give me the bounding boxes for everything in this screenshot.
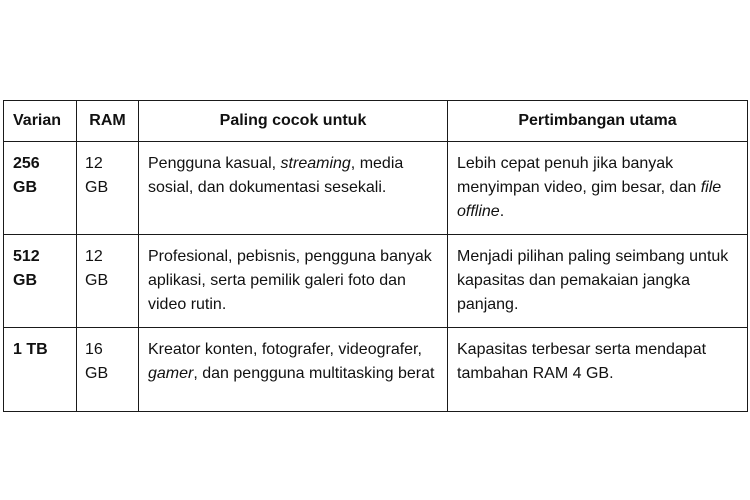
cocok-text: , media sosial, dan dokumentasi sesekali. bbox=[148, 155, 404, 196]
ram-cell bbox=[77, 142, 139, 235]
header-paling-cocok: Paling cocok untuk bbox=[139, 101, 448, 142]
table-header-row bbox=[4, 101, 748, 142]
cocok-text: , dan pengguna multitasking berat bbox=[193, 365, 435, 382]
pertimbangan-text: Menjadi pilihan paling seimbang untuk kapasitas dan pemakaian jangka panjang. bbox=[457, 248, 729, 313]
table-row bbox=[4, 328, 748, 412]
ram-value: 16 bbox=[85, 341, 103, 358]
varian-unit: GB bbox=[13, 272, 37, 289]
varian-value: 256 bbox=[13, 155, 40, 172]
ram-value: 12 bbox=[85, 155, 103, 172]
cocok-text: Kreator konten, fotografer, videografer, bbox=[148, 341, 422, 358]
cocok-text-italic: streaming bbox=[280, 155, 351, 172]
header-pertimbangan: Pertimbangan utama bbox=[448, 101, 748, 142]
varian-cell bbox=[4, 235, 77, 328]
varian-cell bbox=[4, 328, 77, 412]
ram-cell bbox=[77, 328, 139, 412]
pertimbangan-text: Lebih cepat penuh jika banyak menyimpan video, gim besar, dan bbox=[457, 155, 701, 196]
storage-variant-table bbox=[3, 100, 748, 412]
cocok-cell bbox=[139, 328, 448, 412]
cocok-text: Pengguna kasual, bbox=[148, 155, 281, 172]
ram-unit: GB bbox=[85, 272, 109, 289]
header-varian: Varian bbox=[4, 101, 77, 142]
pertimbangan-text: Kapasitas terbesar serta mendapat tambahan RAM 4 GB. bbox=[457, 341, 707, 382]
pertimbangan-cell bbox=[448, 142, 748, 235]
header-ram: RAM bbox=[77, 101, 139, 142]
cocok-cell bbox=[139, 235, 448, 328]
varian-cell bbox=[4, 142, 77, 235]
varian-value: 1 TB bbox=[13, 341, 48, 358]
pertimbangan-text-italic: file offline bbox=[457, 179, 722, 220]
cocok-text: Profesional, pebisnis, pengguna banyak aplikasi, serta pemilik galeri foto dan video rutin. bbox=[148, 248, 432, 313]
pertimbangan-text: . bbox=[499, 203, 505, 220]
pertimbangan-cell bbox=[448, 235, 748, 328]
ram-value: 12 bbox=[85, 248, 103, 265]
varian-value: 512 bbox=[13, 248, 40, 265]
pertimbangan-cell bbox=[448, 328, 748, 412]
cocok-text-italic: gamer bbox=[148, 365, 194, 382]
table-row bbox=[4, 235, 748, 328]
ram-unit: GB bbox=[85, 179, 109, 196]
varian-unit: GB bbox=[13, 179, 37, 196]
ram-cell bbox=[77, 235, 139, 328]
cocok-cell bbox=[139, 142, 448, 235]
table-row bbox=[4, 142, 748, 235]
ram-unit: GB bbox=[85, 365, 109, 382]
